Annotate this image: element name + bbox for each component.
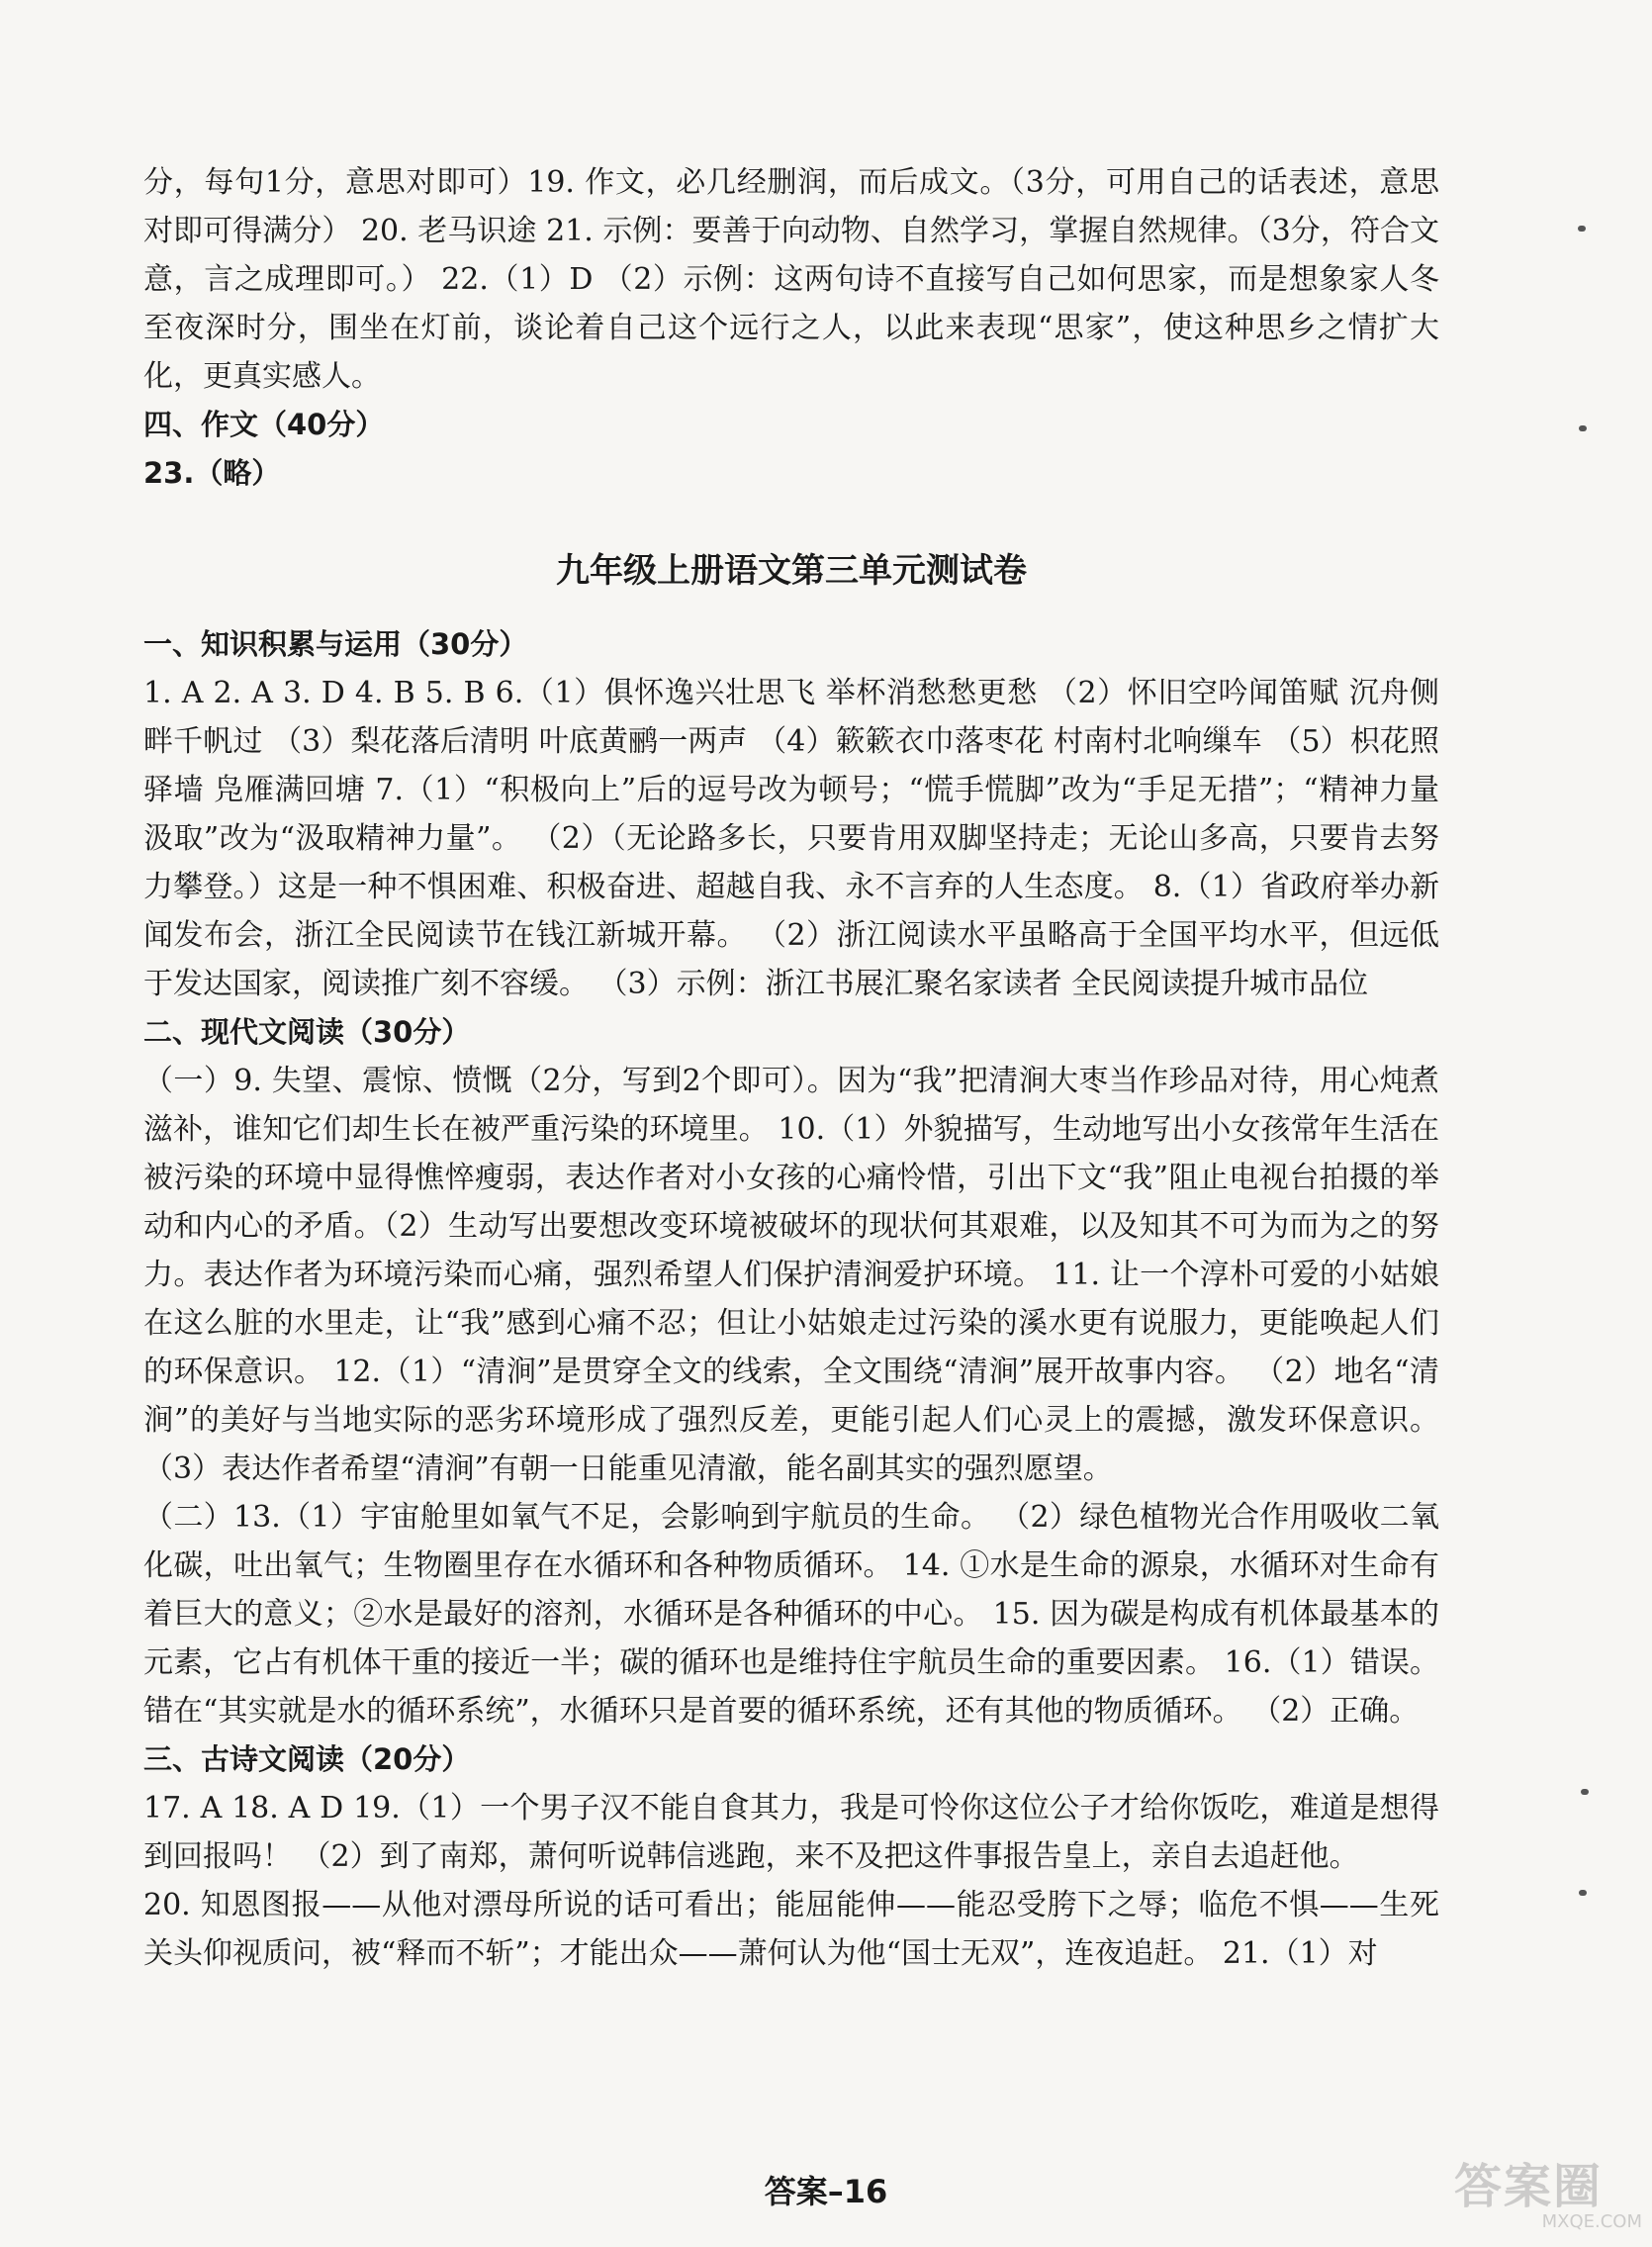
answer-page (143, 158, 1439, 1978)
section4-heading: 四、作文（40分） (143, 408, 385, 441)
q23-answer: 23.（略） (143, 456, 281, 490)
watermark-logo (1454, 2159, 1642, 2241)
section3-heading: 三、古诗文阅读（20分） (143, 1742, 471, 1776)
section1-answers: 1. A 2. A 3. D 4. B 5. B 6.（1）俱怀逸兴壮思飞 举杯消愁愁更愁 （2）怀旧空吟闻笛赋 沉舟侧畔千帆过 （3）梨花落后清明 叶底黄鹂一两声 （4）簌簌衣巾落枣花 村南村北响缫车 （5）枳花照驿墙 凫雁满回塘 7.（1）“积极向上”后的逗号改为顿号；“慌手慌脚”改为“手足无措”；“精神力量汲取”改为“汲取精神力量”。 （2）（无论路多长，只要肯用双脚坚持走；无论山多高，只要肯去努力攀登。）这是一种不惧困难、积极奋进、超越自我、永不言弃的人生态度。 8.（1）省政府举办新闻发布会，浙江全民阅读节在钱江新城开幕。 （2）浙江阅读水平虽略高于全国平均水平，但远低于发达国家，阅读推广刻不容缓。 （3）示例：浙江书展汇聚名家读者 全民阅读提升城市品位 (143, 676, 1439, 1001)
section2-part2-answers: （二）13.（1）宇宙舱里如氧气不足，会影响到宇航员的生命。 （2）绿色植物光合作用吸收二氧化碳，吐出氧气；生物圈里存在水循环和各种物质循环。 14. ①水是生命的源泉，水循环对生命有着巨大的意义；②水是最好的溶剂，水循环是各种循环的中心。 15. 因为碳是构成有机体最基本的元素，它占有机体干重的接近一半；碳的循环也是维持住宇航员生命的重要因素。 16.（1）错误。错在“其实就是水的循环系统”，水循环只是首要的循环系统，还有其他的物质循环。 （2）正确。 (143, 1500, 1439, 1729)
section1-heading: 一、知识积累与运用（30分） (143, 627, 528, 661)
scan-speck (1578, 226, 1586, 232)
previous-answers-paragraph: 分，每句1分，意思对即可）19. 作文，必几经删润，而后成文。（3分，可用自己的话表述，意思对即可得满分） 20. 老马识途 21. 示例：要善于向动物、自然学习，掌握自然规律。（3分，符合文意，言之成理即可。） 22.（1）D （2）示例：这两句诗不直接写自己如何思家，而是想象家人冬至夜深时分，围坐在灯前，谈论着自己这个远行之人，以此来表现“思家”，使这种思乡之情扩大化，更真实感人。 (143, 165, 1439, 394)
section3-answers-1: 17. A 18. A D 19.（1）一个男子汉不能自食其力，我是可怜你这位公子才给你饭吃，难道是想得到回报吗！ （2）到了南郑，萧何听说韩信逃跑，来不及把这件事报告皇上，亲自去追赶他。 (143, 1791, 1439, 1874)
section2-heading: 二、现代文阅读（30分） (143, 1015, 471, 1049)
section3-answers-2: 20. 知恩图报——从他对漂母所说的话可看出；能屈能伸——能忍受胯下之辱；临危不惧——生死关头仰视质问，被“释而不斩”；才能出众——萧何认为他“国士无双”，连夜追赶。 21.（1）对 (143, 1888, 1439, 1971)
watermark-site: MXQE.COM (1541, 2211, 1642, 2232)
watermark-text: 答案圈 (1454, 2159, 1604, 2214)
scan-speck (1579, 1890, 1587, 1896)
test-title: 九年级上册语文第三单元测试卷 (556, 551, 1027, 591)
scan-speck (1579, 425, 1587, 431)
section2-part1-answers: （一）9. 失望、震惊、愤慨（2分，写到2个即可）。因为“我”把清涧大枣当作珍品对待，用心炖煮滋补，谁知它们却生长在被严重污染的环境里。 10.（1）外貌描写，生动地写出小女孩常年生活在被污染的环境中显得憔悴瘦弱，表达作者对小女孩的心痛怜惜，引出下文“我”阻止电视台拍摄的举动和内心的矛盾。（2）生动写出要想改变环境被破坏的现状何其艰难，以及知其不可为而为之的努力。表达作者为环境污染而心痛，强烈希望人们保护清涧爱护环境。 11. 让一个淳朴可爱的小姑娘在这么脏的水里走，让“我”感到心痛不忍；但让小姑娘走过污染的溪水更有说服力，更能唤起人们的环保意识。 12.（1）“清涧”是贯穿全文的线索，全文围绕“清涧”展开故事内容。 （2）地名“清涧”的美好与当地实际的恶劣环境形成了强烈反差，更能引起人们心灵上的震撼，激发环保意识。 （3）表达作者希望“清涧”有朝一日能重见清澈，能名副其实的强烈愿望。 (143, 1064, 1439, 1486)
page-number: 答案–16 (764, 2173, 888, 2210)
scan-speck (1581, 1789, 1589, 1795)
